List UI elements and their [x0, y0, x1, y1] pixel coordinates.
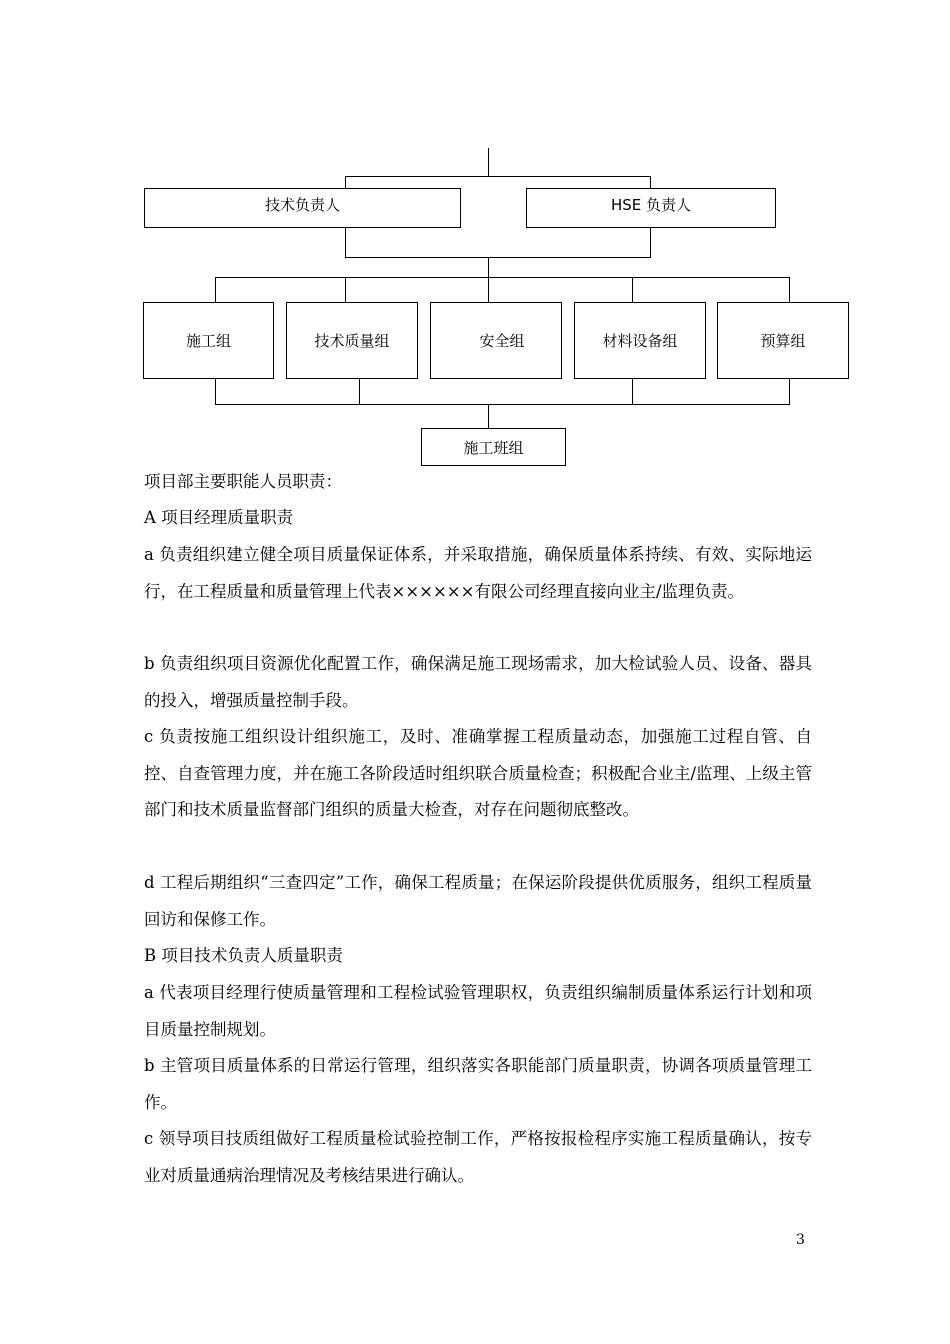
paragraph-a-c: c 负责按施工组织设计组织施工，及时、准确掌握工程质量动态，加强施工过程自管、自控、自查管理力度，并在施工各阶段适时组织联合质量检查；积极配合业主/监理、上级主管部门和技术质量监督部门组织的质量大检查，对存在问题彻底整改。 [144, 727, 812, 819]
connector-line [632, 277, 633, 303]
connector-line [345, 277, 346, 303]
section-heading: 项目部主要职能人员职责： [144, 472, 342, 491]
group-box-construction [143, 302, 274, 379]
tech-lead-label: 技术负责人 [264, 195, 340, 214]
section-b-title: B 项目技术负责人质量职责 [144, 946, 343, 965]
connector-line [215, 378, 216, 405]
group-box-tech-quality [286, 302, 418, 379]
team-box [421, 428, 566, 466]
connector-line [488, 257, 489, 278]
paragraph-b-c: c 领导项目技质组做好工程质量检试验控制工作，严格按报检程序实施工程质量确认，按专业对质量通病治理情况及考核结果进行确认。 [144, 1129, 812, 1185]
paragraph-a-a: a 负责组织建立健全项目质量保证体系，并采取措施，确保质量体系持续、有效、实际地运行，在工程质量和质量管理上代表××××××有限公司经理直接向业主/监理负责。 [144, 545, 812, 601]
connector-line [488, 404, 489, 429]
section-a-title: A 项目经理质量职责 [144, 508, 294, 527]
connector-line [650, 227, 651, 258]
connector-line [359, 378, 360, 405]
connector-line [650, 176, 651, 188]
paragraph-a-b: b 负责组织项目资源优化配置工作，确保满足施工现场需求，加大检试验人员、设备、器具的投入，增强质量控制手段。 [144, 654, 812, 710]
connector-line [345, 176, 651, 177]
connector-line [632, 378, 633, 405]
group-box-budget [717, 302, 849, 379]
paragraph-a-d: d 工程后期组织“三查四定”工作，确保工程质量；在保运阶段提供优质服务，组织工程质量回访和保修工作。 [144, 873, 812, 929]
team-label: 施工班组 [463, 438, 524, 457]
connector-line [789, 277, 790, 303]
org-chart [0, 0, 950, 470]
connector-line [789, 378, 790, 405]
group-label: 施工组 [185, 332, 231, 350]
group-label: 预算组 [760, 332, 806, 350]
group-label: 材料设备组 [602, 332, 678, 350]
connector-line [215, 277, 790, 278]
tech-lead-box [144, 188, 461, 228]
paragraph-b-a: a 代表项目经理行使质量管理和工程检试验管理职权，负责组织编制质量体系运行计划和项目质量控制规划。 [144, 983, 812, 1039]
connector-line [215, 277, 216, 303]
group-box-safety [430, 302, 562, 379]
connector-line [488, 277, 489, 303]
connector-line [215, 404, 790, 405]
hse-lead-box [526, 188, 776, 228]
hse-lead-label: HSE 负责人 [610, 195, 692, 214]
paragraph-b-b: b 主管项目质量体系的日常运行管理，组织落实各职能部门质量职责，协调各项质量管理工作。 [144, 1056, 812, 1112]
group-label: 安全组 [479, 332, 525, 350]
connector-line [488, 148, 489, 177]
connector-line [345, 176, 346, 188]
group-label: 技术质量组 [314, 332, 390, 350]
connector-line [345, 227, 346, 258]
group-box-materials [574, 302, 706, 379]
connector-line [345, 257, 651, 258]
page-number: 3 [796, 1232, 805, 1248]
